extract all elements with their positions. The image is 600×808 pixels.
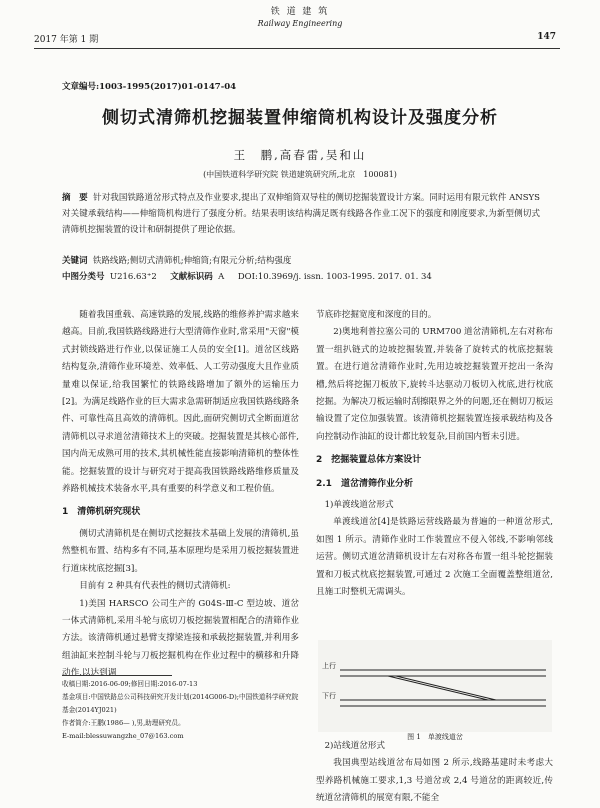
figure-label-down: 下行 <box>322 692 336 700</box>
header-divider <box>34 48 560 49</box>
keywords <box>62 254 540 268</box>
clc-code: U216.63⁺2 <box>109 272 157 282</box>
article-number: 文章编号:1003-1995(2017)01-0147-04 <box>62 82 237 92</box>
right-paragraph-1: 2)奥地利普拉塞公司的 URM700 道岔清筛机,左右对称布置一组扒链式的边坡挖掘装置,并装备了旋转式的枕底挖掘装置。在进行道岔清筛作业时,先用边坡挖掘装置开挖出一条沟槽,然后将挖掘刀板放下,旋转斗达驱动刀板切入枕底,进行枕底挖掘。为解决刀板运输时刮擦限界之外的问题,还在侧切刀板运输设置了定位加强装置。该清筛机挖掘装置连接承载结构及各向控制动作油缸的设计都比较复杂,目前国内暂未引进。 <box>316 327 553 442</box>
keywords-label: 关键词 <box>62 256 88 266</box>
right-column-bottom <box>316 738 553 808</box>
left-column <box>62 307 299 683</box>
intro-paragraph: 随着我国重载、高速铁路的发展,线路的维修养护需求越来越高。目前,我国铁路线路进行大型清筛作业时,常采用"天窗"模式封锁线路进行作业,以保证施工人员的安全[1]。道岔区线路结构复杂,清筛作业环境差、效率低、人工劳动强度大且作业质量难以保证,给我国繁忙的铁路线路增加了额外的运输压力[2]。为满足线路作业的巨大需求急需研制适应我国铁路线路条件、可靠性高且高效的清筛机。因此,面研究侧切式全断面道岔清筛机以寻求道岔清筛技术上的突破。挖掘装置是其核心部件,国内尚无成熟可用的技术,其机械性能直接影响清筛机的整体性能。挖掘装置的设计与研究对于提高我国铁路线路维修质量及养路机械技术装备水平,具有重要的科学意义和工程价值。 <box>62 310 299 495</box>
figure-label-up: 上行 <box>322 662 336 670</box>
doc-code-label: 文献标识码 <box>170 272 213 282</box>
section-2-1-title: 2.1 道岔清筛作业分析 <box>316 478 413 489</box>
abstract <box>62 190 540 238</box>
keywords-text: 铁路线路;侧切式清筛机;伸缩筒;有限元分析;结构强度 <box>92 256 292 266</box>
right-column <box>316 307 553 602</box>
issue-label: 2017 年第 1 期 <box>34 35 99 45</box>
figure-1-diagram <box>318 640 552 732</box>
journal-header <box>0 6 600 30</box>
section-1-paragraph-2: 目前有 2 种具有代表性的侧切式清筛机: <box>79 581 231 592</box>
authors: 王 鹏,高春雷,吴和山 <box>233 148 367 162</box>
figure-1-caption: 图 1 单渡线道岔 <box>407 733 463 741</box>
abstract-text: 针对我国铁路道岔形式特点及作业要求,提出了双伸缩筒双导柱的侧切挖掘装置设计方案。同时运用有限元软件 ANSYS 对关键承载结构——伸缩筒机构进行了强度分析。结果表明该结构满足既有线路各作业工况下的强度和刚度要求,为新型侧切式清筛机挖掘装置的设计和研制提供了理论依据。 <box>62 193 540 235</box>
clc-label: 中图分类号 <box>62 272 105 282</box>
figure-background <box>318 640 552 732</box>
classification-line <box>62 270 540 284</box>
doi: DOI:10.3969/j. issn. 1003-1995. 2017. 01. 34 <box>237 272 432 282</box>
section-1-title: 1 清筛机研究现状 <box>62 507 141 518</box>
page-number: 147 <box>537 32 556 42</box>
doc-code: A <box>218 272 225 282</box>
footnote-email: E-mail:blessuwangzhe_07@163.com <box>62 732 184 740</box>
right-paragraph-3: 我国典型站线道岔布局如图 2 所示,线路基建时未考虑大型养路机械施工要求,1,3 号道岔或 2,4 号道岔的距离较近,传统道岔清筛机的展宽有限,不能全 <box>316 758 553 804</box>
journal-name-en: Railway Engineering <box>257 19 343 28</box>
subsection-station-turnout: 2)站线道岔形式 <box>324 741 385 751</box>
footnote-received: 收稿日期:2016-06-09;修回日期:2016-07-13 <box>62 680 198 688</box>
journal-name-cn: 铁 道 建 筑 <box>270 7 330 17</box>
footnote-fund: 基金项目:中国铁路总公司科技研究开发计划(2014G006-D);中国铁道科学研究院基金(2014YJ021) <box>62 693 299 714</box>
section-1-paragraph-3: 1)美国 HARSCO 公司生产的 G04S-Ⅲ-C 型边坡、道岔一体式清筛机,采用斗轮与底切刀板挖掘装置相配合的清筛作业方法。该清筛机通过悬臂支撑梁连接和承载挖掘装置,并利用多组油缸来控制斗轮与刀板挖掘机构在作业过程中的横移和升降动作,以达到调 <box>62 598 299 679</box>
right-paragraph-0: 节底砟挖掘宽度和深度的目的。 <box>316 310 437 320</box>
affiliation: (中国铁道科学研究院 铁道建筑研究所,北京 100081) <box>203 170 397 179</box>
footnote-divider <box>62 675 172 676</box>
paper-title: 侧切式清筛机挖掘装置伸缩筒机构设计及强度分析 <box>102 108 498 128</box>
footnote-author: 作者简介:王鹏(1986— ),男,助理研究员。 <box>62 719 185 727</box>
section-1-paragraph-1: 侧切式清筛机是在侧切式挖掘技术基础上发展的清筛机,虽然整机布置、结构多有不同,基本原理均是采用刀板挖掘装置进行道床枕底挖掘[3]。 <box>62 528 299 574</box>
section-2-title: 2 挖掘装置总体方案设计 <box>316 455 422 466</box>
footnotes <box>62 678 302 743</box>
abstract-label: 摘 要 <box>62 193 88 203</box>
right-paragraph-2: 单渡线道岔[4]是铁路运营线路最为普遍的一种道岔形式,如图 1 所示。清筛作业时工作装置应不侵入邻线,不影响邻线运营。侧切式道岔清筛机设计左右对称各布置一组斗轮挖掘装置和刀板式枕底挖掘装置,可通过 2 次施工全面覆盖整组道岔,且施工时整机无需调头。 <box>316 517 553 598</box>
subsection-single-crossover: 1)单渡线道岔形式 <box>324 500 394 511</box>
